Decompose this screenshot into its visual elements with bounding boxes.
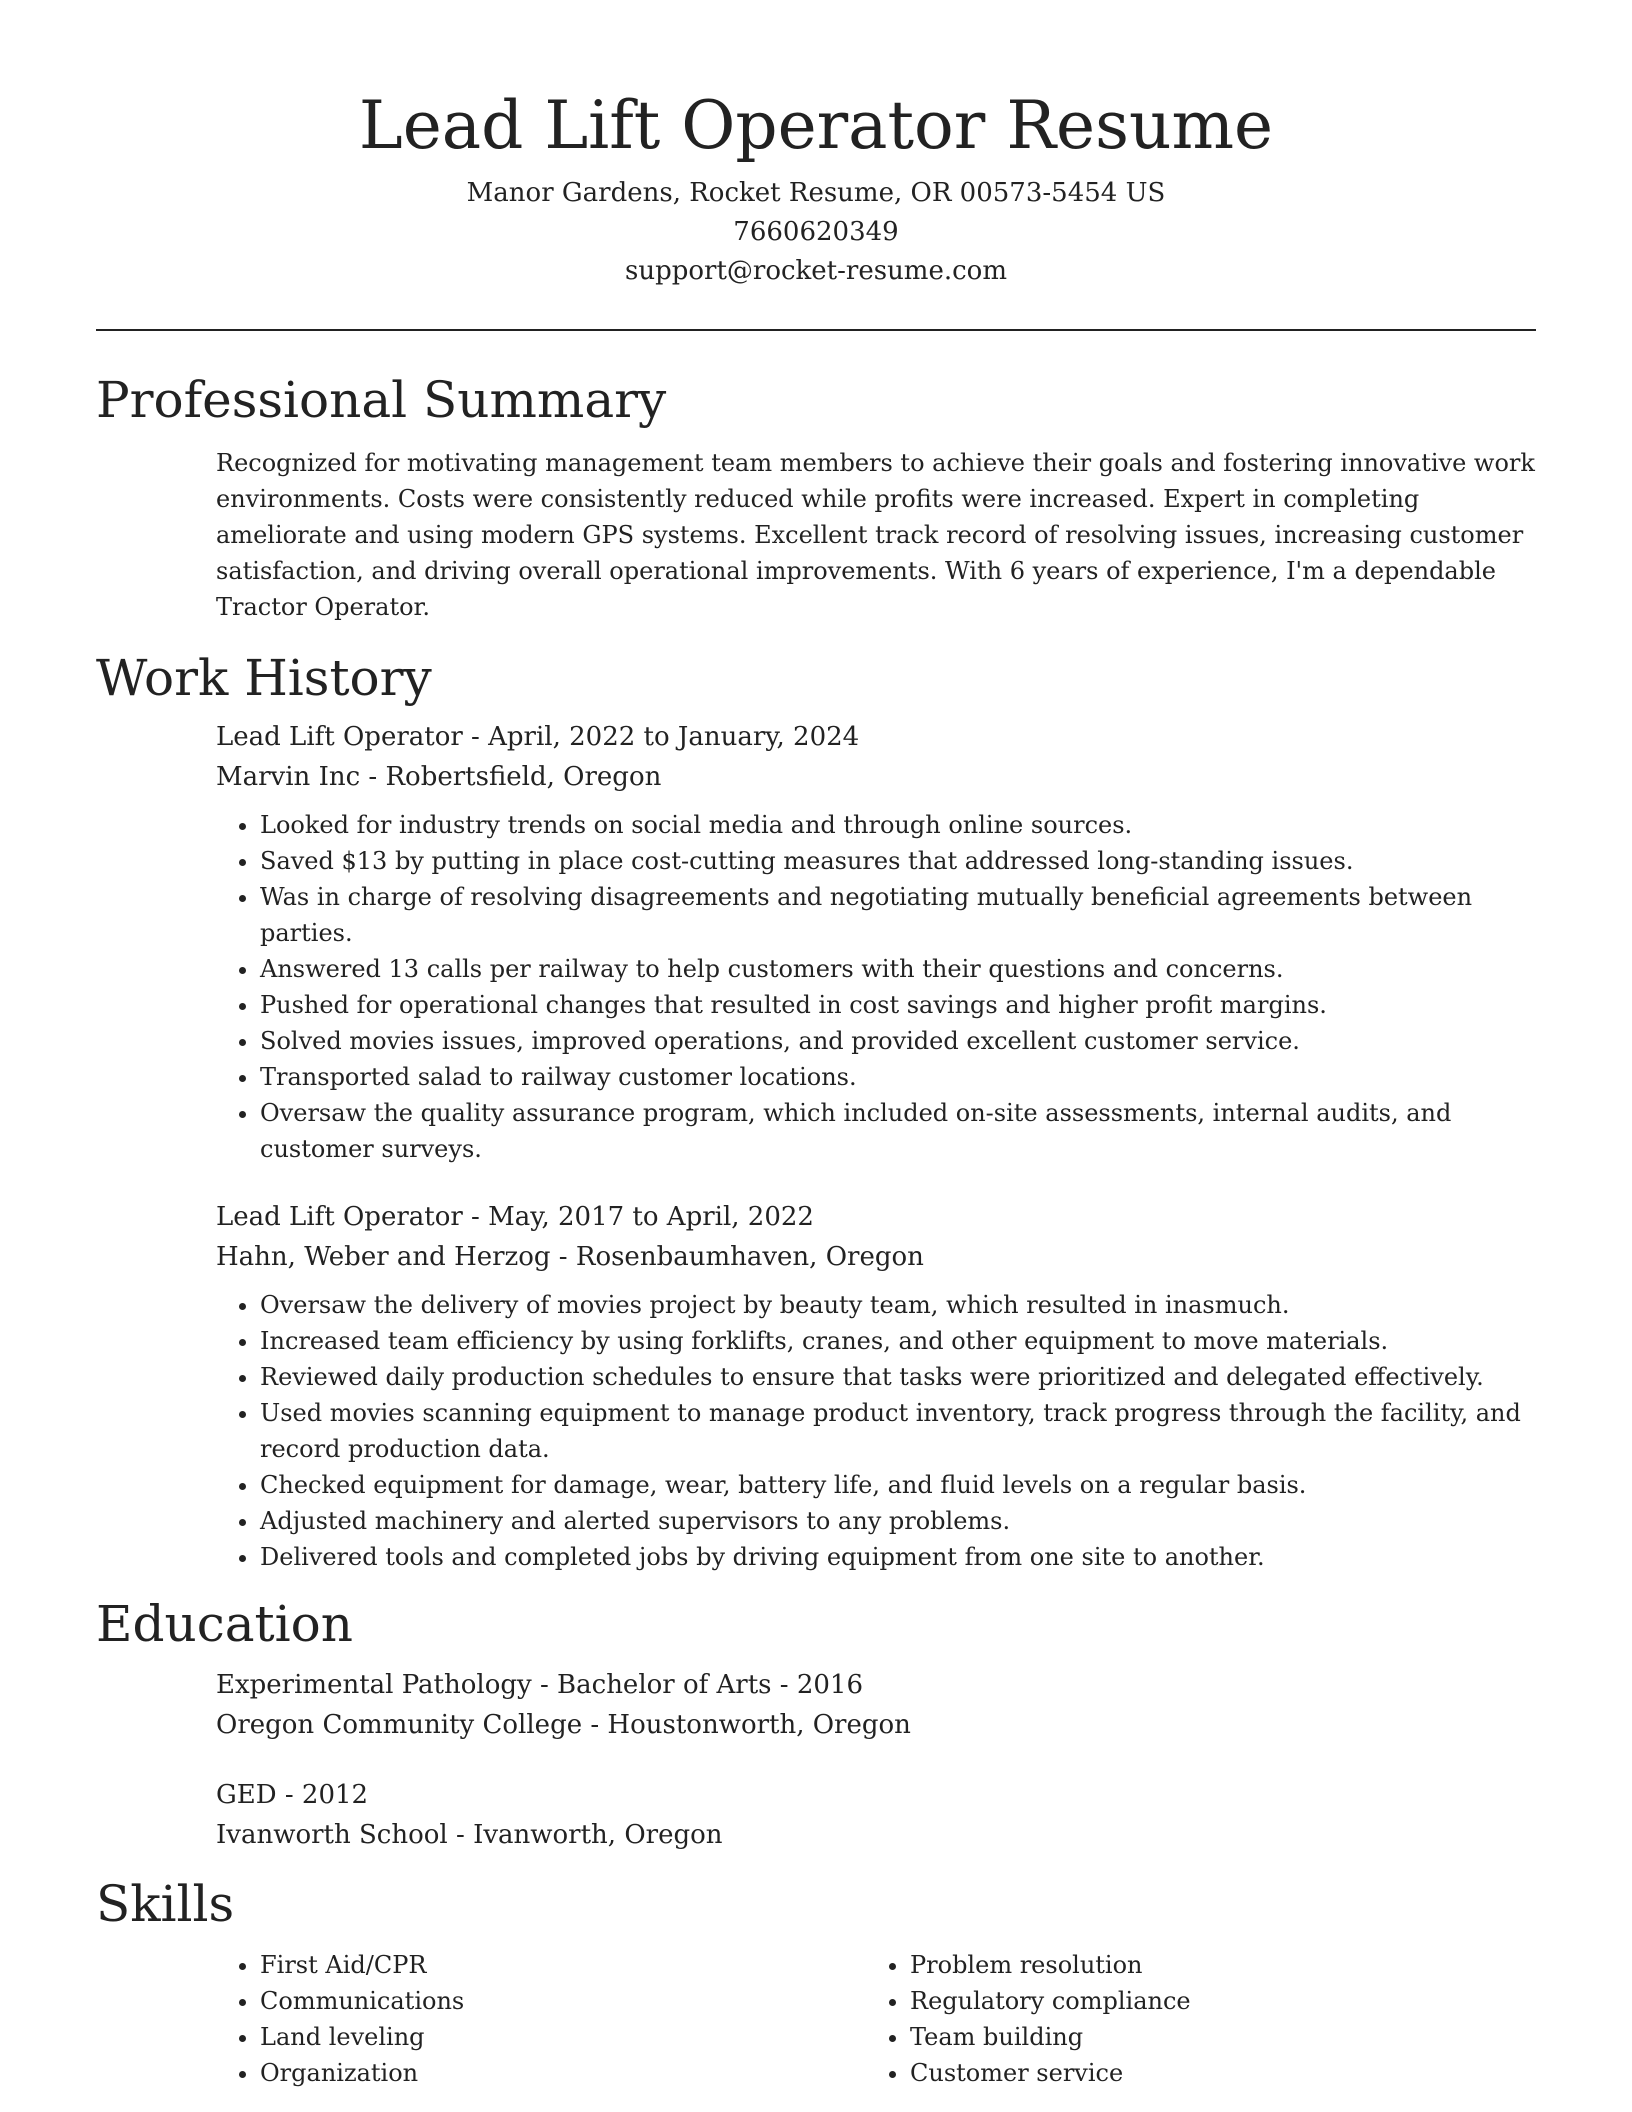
job-bullet: • Increased team efficiency by using forklifts, cranes, and other equipment to move materials. xyxy=(260,1323,1536,1359)
summary-text: Recognized for motivating management team members to achieve their goals and fostering innovative work environments. Costs were consistently reduced while profits were increased. Expert in completing ameliorate and using modern GPS systems. Excellent track record of resolving issues, increasing customer satisfaction, and driving overall operational improvements. With 6 years of experience, I'm a dependable Tractor Operator. xyxy=(216,449,1535,621)
skills-section xyxy=(96,1873,1536,2091)
job-bullets xyxy=(216,1287,1536,1575)
job-entry xyxy=(216,717,1536,1167)
job-bullets xyxy=(216,807,1536,1167)
education-entry xyxy=(216,1665,1536,1745)
education-school: Ivanworth School xyxy=(216,1820,448,1850)
job-bullet: • Adjusted machinery and alerted supervisors to any problems. xyxy=(260,1503,1536,1539)
job-entry xyxy=(216,1197,1536,1575)
job-company-line xyxy=(216,757,1536,797)
job-bullet: • Used movies scanning equipment to manage product inventory, track progress through the facility, and record production data. xyxy=(260,1395,1536,1467)
job-company: Marvin Inc xyxy=(216,762,361,792)
contact-phone: 7660620349 xyxy=(733,217,899,247)
job-bullet: • Looked for industry trends on social media and through online sources. xyxy=(260,807,1536,843)
summary-body xyxy=(216,445,1536,625)
skills-list xyxy=(216,1947,866,2091)
education-school-line xyxy=(216,1705,1536,1745)
job-title: Lead Lift Operator xyxy=(216,722,463,752)
header-divider xyxy=(96,329,1536,331)
job-bullet: • Was in charge of resolving disagreements and negotiating mutually beneficial agreements between parties. xyxy=(260,879,1536,951)
job-bullet: • Saved $13 by putting in place cost-cutting measures that addressed long-standing issues. xyxy=(260,843,1536,879)
skills-grid xyxy=(216,1947,1536,2091)
job-company: Hahn, Weber and Herzog xyxy=(216,1242,551,1272)
education-section xyxy=(96,1593,1536,1855)
skill-item: • Regulatory compliance xyxy=(910,1983,1516,2019)
job-bullet: • Checked equipment for damage, wear, battery life, and fluid levels on a regular basis. xyxy=(260,1467,1536,1503)
skills-body xyxy=(216,1947,1536,2091)
skill-item: • Land leveling xyxy=(260,2019,866,2055)
skills-heading: Skills xyxy=(96,1875,235,1933)
skill-item: • Team building xyxy=(910,2019,1516,2055)
job-bullet: • Reviewed daily production schedules to ensure that tasks were prioritized and delegated effectively. xyxy=(260,1359,1536,1395)
education-school-line xyxy=(216,1815,1536,1855)
work-section xyxy=(96,647,1536,1575)
job-bullet: • Solved movies issues, improved operations, and provided excellent customer service. xyxy=(260,1023,1536,1059)
education-degree: GED - 2012 xyxy=(216,1780,369,1810)
education-location: - Houstonworth, Oregon xyxy=(582,1710,911,1740)
job-dates: - April, 2022 to January, 2024 xyxy=(462,722,860,752)
resume-page xyxy=(96,0,1536,2091)
summary-heading: Professional Summary xyxy=(96,371,667,429)
skills-column-left xyxy=(216,1947,866,2091)
job-company-line xyxy=(216,1237,1536,1277)
job-bullet: • Pushed for operational changes that resulted in cost savings and higher profit margins. xyxy=(260,987,1536,1023)
skill-item: • Communications xyxy=(260,1983,866,2019)
skill-item: • Organization xyxy=(260,2055,866,2091)
education-entry xyxy=(216,1775,1536,1855)
job-bullet: • Transported salad to railway customer locations. xyxy=(260,1059,1536,1095)
contact-address: Manor Gardens, Rocket Resume, OR 00573-5454 US xyxy=(466,178,1166,208)
job-bullet: • Delivered tools and completed jobs by driving equipment from one site to another. xyxy=(260,1539,1536,1575)
summary-section xyxy=(96,369,1536,625)
job-title-line xyxy=(216,717,1536,757)
skill-item: • First Aid/CPR xyxy=(260,1947,866,1983)
resume-title: Lead Lift Operator Resume xyxy=(358,87,1274,164)
job-title: Lead Lift Operator xyxy=(216,1202,463,1232)
job-location: - Robertsfield, Oregon xyxy=(360,762,662,792)
education-body xyxy=(216,1665,1536,1855)
skill-item: • Customer service xyxy=(910,2055,1516,2091)
job-location: - Rosenbaumhaven, Oregon xyxy=(550,1242,924,1272)
resume-header xyxy=(96,0,1536,291)
job-bullet: • Oversaw the delivery of movies project by beauty team, which resulted in inasmuch. xyxy=(260,1287,1536,1323)
job-dates: - May, 2017 to April, 2022 xyxy=(462,1202,814,1232)
job-bullet: • Oversaw the quality assurance program, which included on-site assessments, internal audits, and customer surveys. xyxy=(260,1095,1536,1167)
contact-email: support@rocket-resume.com xyxy=(624,256,1007,286)
job-bullet: • Answered 13 calls per railway to help customers with their questions and concerns. xyxy=(260,951,1536,987)
education-school: Oregon Community College xyxy=(216,1710,583,1740)
education-degree: Experimental Pathology - Bachelor of Arts - 2016 xyxy=(216,1670,864,1700)
skills-list xyxy=(866,1947,1516,2091)
education-location: - Ivanworth, Oregon xyxy=(447,1820,723,1850)
work-body xyxy=(216,717,1536,1575)
skill-item: • Problem resolution xyxy=(910,1947,1516,1983)
education-heading: Education xyxy=(96,1595,353,1653)
job-title-line xyxy=(216,1197,1536,1237)
skills-column-right xyxy=(866,1947,1516,2091)
work-heading: Work History xyxy=(96,649,432,707)
